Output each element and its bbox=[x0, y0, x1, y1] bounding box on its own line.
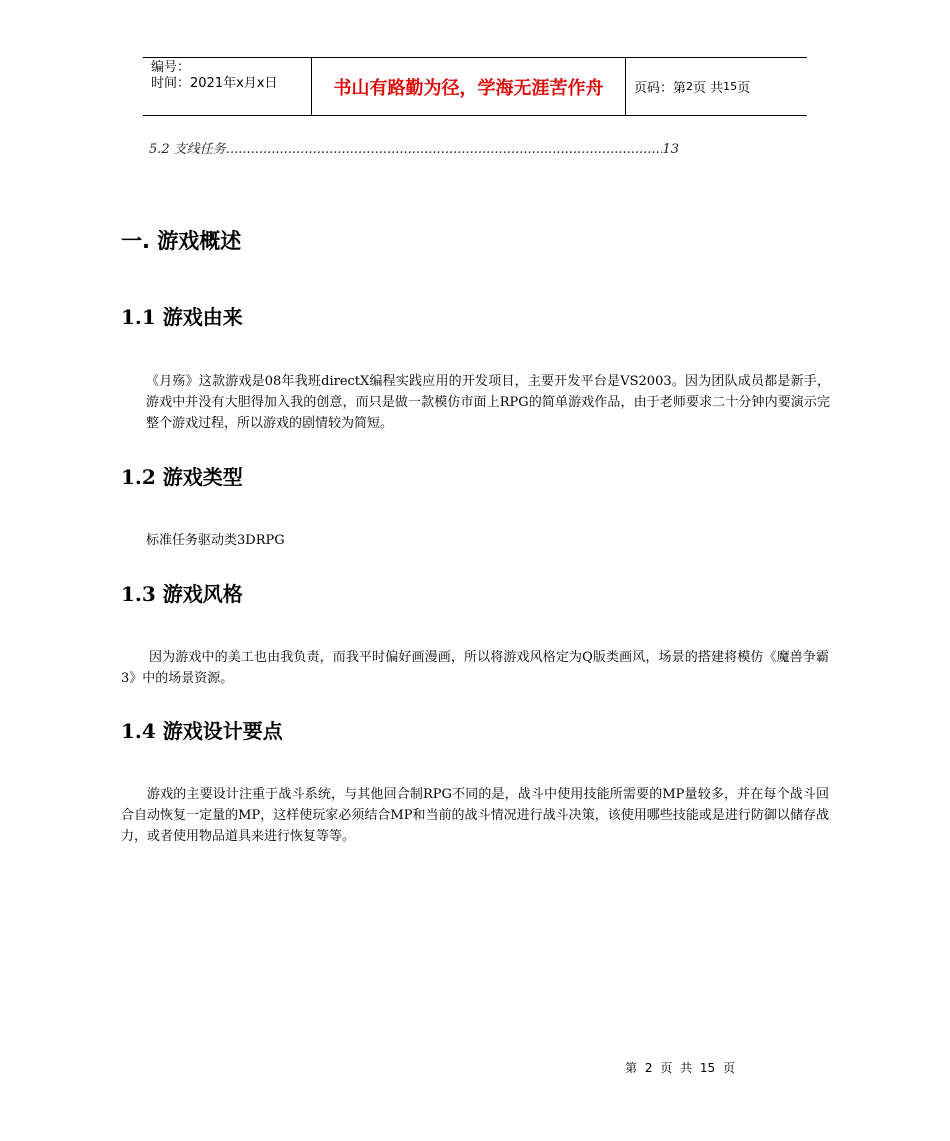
section-1-2-paragraph: 标准任务驱动类3DRPG bbox=[146, 533, 285, 548]
section-heading-1-3: 1.3 游戏风格 bbox=[121, 582, 243, 606]
section-1-1-paragraph: 《月殇》这款游戏是08年我班directX编程实践应用的开发项目，主要开发平台是VS2003。因为团队成员都是新手，游戏中并没有大胆得加入我的创意，而只是做一款模仿市面上RPG的简单游戏作品，由于老师要求二十分钟内要演示完整个游戏过程，所以游戏的剧情较为简短。 bbox=[146, 374, 830, 431]
section-1-4-paragraph: 游戏的主要设计注重于战斗系统，与其他回合制RPG不同的是，战斗中使用技能所需要的MP量较多，并在每个战斗回合自动恢复一定量的MP，这样使玩家必须结合MP和当前的战斗情况进行战斗决策，该使用哪些技能或是进行防御以储存战力，或者使用物品道具来进行恢复等等。 bbox=[121, 787, 829, 844]
header-meta-cell bbox=[143, 58, 312, 115]
page-footer: 第 2 页 共 15 页 bbox=[625, 1061, 735, 1075]
section-heading-1-4: 1.4 游戏设计要点 bbox=[121, 719, 283, 743]
toc-entry-page: 13 bbox=[662, 142, 679, 157]
section-heading-1-1: 1.1 游戏由来 bbox=[121, 305, 243, 329]
time-label: 时间：2021年x月x日 bbox=[151, 76, 278, 91]
toc-leader-dots bbox=[226, 142, 663, 157]
header-motto: 书山有路勤为径，学海无涯苦作舟 bbox=[312, 58, 626, 115]
page-total: 15 bbox=[723, 80, 738, 93]
toc-entry-label: 5.2 支线任务 bbox=[149, 142, 226, 157]
serial-number-label: 编号： bbox=[151, 60, 191, 75]
page-current: 2 bbox=[686, 80, 694, 93]
section-heading-1-2: 1.2 游戏类型 bbox=[121, 465, 243, 489]
page-prefix: 页码：第 bbox=[634, 81, 687, 96]
chapter-heading: 一. 游戏概述 bbox=[121, 229, 242, 253]
page-mid: 页 共 bbox=[693, 81, 724, 96]
header-page-number bbox=[626, 58, 807, 115]
toc-entry[interactable] bbox=[149, 138, 679, 157]
section-1-3-paragraph: 因为游戏中的美工也由我负责，而我平时偏好画漫画，所以将游戏风格定为Q版类画风，场景的搭建将模仿《魔兽争霸3》中的场景资源。 bbox=[121, 650, 829, 686]
page-suffix: 页 bbox=[737, 81, 751, 96]
page-header-table bbox=[143, 57, 807, 116]
